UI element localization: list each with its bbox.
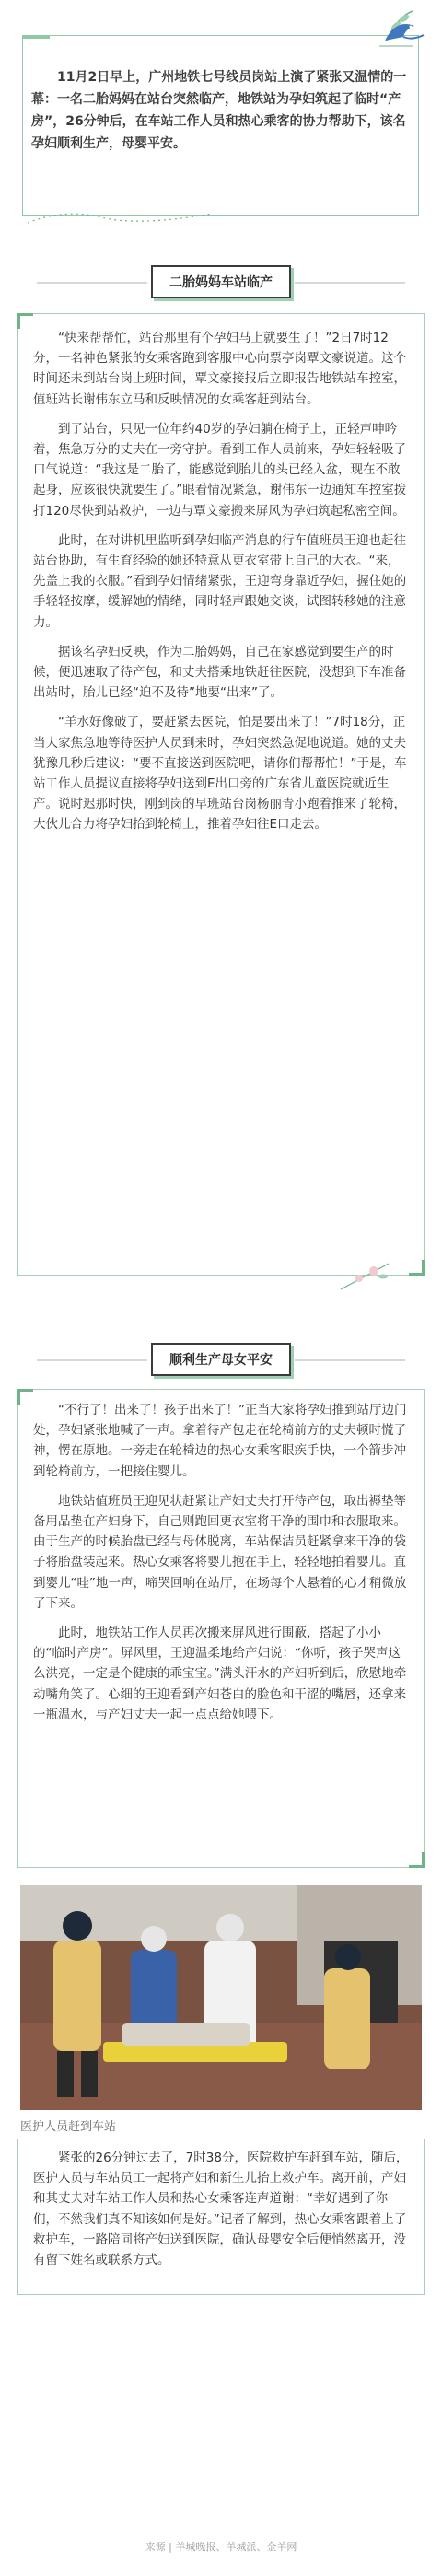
heading-line-left	[37, 1359, 147, 1361]
paragraph: “羊水好像破了，要赶紧去医院，怕是要出来了！”7时18分，正当大家焦急地等待医护人员到来时，孕妇突然急促地说道。她的丈夫犹豫几秒后建议：“要不直接送到医院吧，请你们帮帮忙！”于是，车站工作人员提议直接将孕妇送到E出口旁的广东省儿童医院就近生产。说时迟那时快，刚到岗的早班站台岗杨丽青小跑着推来了轮椅，大伙儿合力将孕妇抬到轮椅上，推着孕妇往E口走去。	[33, 715, 407, 833]
paragraph: 紧张的26分钟过去了，7时38分，医院救护车赶到车站，随后，医护人员与车站员工一起将产妇和新生儿抬上救护车。离开前，产妇和其丈夫对车站工作人员和热心女乘客连声道谢：“幸好遇到了你们，不然我们真不知该如何是好。”记者了解到，热心女乘客跟着上了救护车，一路陪同将产妇送到医院，确认母婴安全后便悄然离开，没有留下姓名或联系方式。	[33, 2151, 409, 2268]
dotted-decoration-icon	[28, 204, 212, 227]
paragraph: 据该名孕妇反映，作为二胎妈妈，自己在家感觉到要生产的时候，便迅速取了待产包，和丈夫搭乘地铁赶往医院，没想到下车准备出站时，胎儿已经“迫不及待”地要“出来”了。	[33, 644, 406, 701]
paragraph: 地铁站值班员王迎见状赶紧让产妇丈夫打开待产包，取出褥垫等备用品垫在产妇身下，自己则跑回更衣室将干净的围巾和衣服取来。由于生产的时候胎盘已经与母体脱离，车站保洁员赶紧拿来干净的袋子将胎盘装起来。热心女乘客将婴儿抱在手上，轻轻地拍着婴儿。直到婴儿“哇”地一声，啼哭回响在站厅，在场每个人悬着的心才稍微放了下来。	[33, 1493, 407, 1611]
section-body-2	[33, 1400, 409, 1725]
heading-line-left	[37, 282, 147, 284]
section-title: 二胎妈妈车站临产	[151, 265, 291, 298]
intro-paragraph: 11月2日早上，广州地铁七号线员岗站上演了紧张又温情的一幕：一名二胎妈妈在站台突然临产，地铁站为孕妇筑起了临时“产房”，26分钟后，在车站工作人员和热心乘客的协力帮助下，该名孕妇顺利生产，母婴平安。	[31, 70, 407, 151]
bird-icon	[376, 13, 427, 50]
frame-corner	[17, 1389, 33, 1405]
frame-corner	[409, 1260, 425, 1276]
paragraph: 到了站台，只见一位年约40岁的孕妇躺在椅子上，正轻声呻吟着，焦急万分的丈夫在一旁守护。看到工作人员前来，孕妇轻轻吸了口气说道：“我这是二胎了，能感觉到胎儿的头已经入盆，现在不敢起身，应该很快就要生了。”眼看情况紧急，谢伟东一边通知车控室拨打120尽快到站救护，一边与覃文豪搬来屏风为孕妇筑起私密空间。	[33, 421, 407, 519]
final-body	[33, 2148, 409, 2270]
heading-line-right	[295, 282, 405, 284]
paragraph: “快来帮帮忙，站台那里有个孕妇马上就要生了！”2日7时12分，一名神色紧张的女乘客跑到客服中心向票亭岗覃文豪说道。这个时间还未到站台岗上班时间，覃文豪接报后立即报告地铁站车控室，值班站长谢伟东立马和反映情况的女乘客赶到站台。	[33, 331, 406, 407]
section-body-1	[33, 328, 409, 835]
photo-caption: 医护人员赶到车站	[20, 2120, 117, 2134]
frame-corner	[17, 313, 33, 329]
intro-block	[9, 9, 433, 230]
news-photo	[20, 1885, 422, 2110]
section-heading-2	[0, 1343, 442, 1376]
paragraph: 此时，在对讲机里监听到孕妇临产消息的行车值班员王迎也赶往站台协助，有生育经验的她还特意从更衣室带上自己的大衣。“来，先盖上我的衣服。”看到孕妇情绪紧张，王迎弯身靠近孕妇，握住她的手轻轻按摩，缓解她的情绪，同时轻声跟她交谈，试图转移她的注意力。	[33, 532, 407, 630]
source-line: 来源 | 羊城晚报、羊城派、金羊网	[145, 2541, 297, 2553]
section-title: 顺利生产母女平安	[151, 1343, 291, 1376]
paragraph: 此时，地铁站工作人员再次搬来屏风进行围蔽，搭起了小小的“临时产房”。屏风里，王迎温柔地给产妇说：“你听，孩子哭声这么洪亮，一定是个健康的乖宝宝。”满头汗水的产妇听到后，欣慰地牵动嘴角笑了。心细的王迎看到产妇苍白的脸色和干涩的嘴唇，还拿来一瓶温水，与产妇丈夫一起一点点给她喂下。	[33, 1626, 407, 1722]
flower-decoration-icon	[337, 1258, 392, 1295]
section-heading-1	[0, 265, 442, 298]
photo-illustration	[20, 1885, 422, 2110]
intro-accent-bar	[22, 35, 50, 39]
frame-corner	[409, 1852, 425, 1868]
paragraph: “不行了！出来了！孩子出来了！”正当大家将孕妇推到站厅边门处，孕妇紧张地喊了一声。拿着待产包走在轮椅前方的丈夫顿时慌了神，愣在原地。一旁走在轮椅边的热心女乘客眼疾手快，一个箭步冲到轮椅前方，一把接住婴儿。	[33, 1403, 407, 1479]
heading-line-right	[295, 1359, 405, 1361]
